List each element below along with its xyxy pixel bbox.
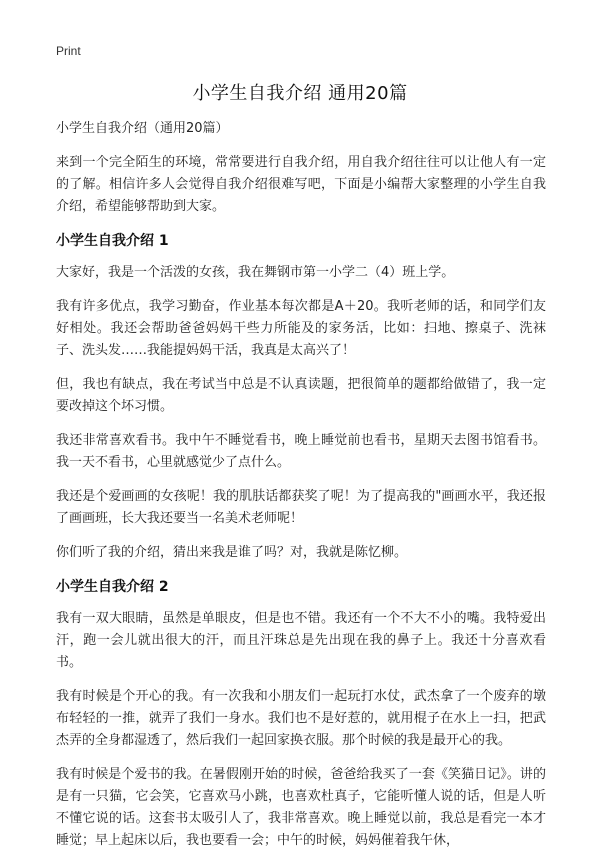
document-title: 小学生自我介绍 通用20篇: [192, 83, 408, 104]
paragraph: 我有时候是个开心的我。有一次我和小朋友们一起玩打水仗，武杰拿了一个废弃的墩布轻轻的一推，就弄了我们一身水。我们也不是好惹的，就用棍子在水上一扫，把武杰弄的全身都湿透了，然后我们一起回家换衣服。那个时候的我是最开心的我。: [56, 689, 546, 748]
section-heading: 小学生自我介绍 1: [56, 233, 169, 249]
print-link[interactable]: Print: [56, 44, 81, 58]
paragraph: 但，我也有缺点，我在考试当中总是不认真读题，把很简单的题都给做错了，我一定要改掉这个坏习惯。: [56, 377, 546, 414]
paragraph: 你们听了我的介绍，猜出来我是谁了吗？对，我就是陈忆柳。: [56, 545, 408, 560]
paragraph: 大家好，我是一个活泼的女孩，我在舞钢市第一小学二（4）班上学。: [56, 265, 455, 280]
section-heading: 小学生自我介绍 2: [56, 579, 169, 595]
paragraph: 我有时候是个爱书的我。在暑假刚开始的时候，爸爸给我买了一套《笑猫日记》。讲的是有一只猫，它会笑，它喜欢马小跳，也喜欢杜真子，它能听懂人说的话，但是人听不懂它说的话。这套书太吸引人了，我非常喜欢。晚上睡觉以前，我总是看完一本才睡觉；早上起床以后，我也要看一会；中午的时候，妈妈催着我午休，: [56, 767, 546, 848]
paragraph: 我还非常喜欢看书。我中午不睡觉看书，晚上睡觉前也看书，星期天去图书馆看书。我一天不看书，心里就感觉少了点什么。: [56, 433, 546, 470]
paragraph: 我有一双大眼睛，虽然是单眼皮，但是也不错。我还有一个不大不小的嘴。我特爱出汗，跑一会儿就出很大的汗，而且汗珠总是先出现在我的鼻子上。我还十分喜欢看书。: [56, 611, 546, 670]
paragraph: 我还是个爱画画的女孩呢！我的肌肤话都获奖了呢！为了提高我的"画画水平，我还报了画画班，长大我还要当一名美术老师呢！: [56, 489, 546, 526]
document-subtitle: 小学生自我介绍（通用20篇）: [56, 121, 229, 136]
document-body: [56, 118, 546, 864]
intro-paragraph: 来到一个完全陌生的环境，常常要进行自我介绍，用自我介绍往往可以让他人有一定的了解。相信许多人会觉得自我介绍很难写吧，下面是小编帮大家整理的小学生自我介绍，希望能够帮助到大家。: [56, 155, 546, 214]
paragraph: 我有许多优点，我学习勤奋，作业基本每次都是A＋20。我听老师的话，和同学们友好相处。我还会帮助爸爸妈妈干些力所能及的家务活，比如：扫地、擦桌子、洗袜子、洗头发……我能提妈妈干活，我真是太高兴了！: [56, 299, 546, 358]
